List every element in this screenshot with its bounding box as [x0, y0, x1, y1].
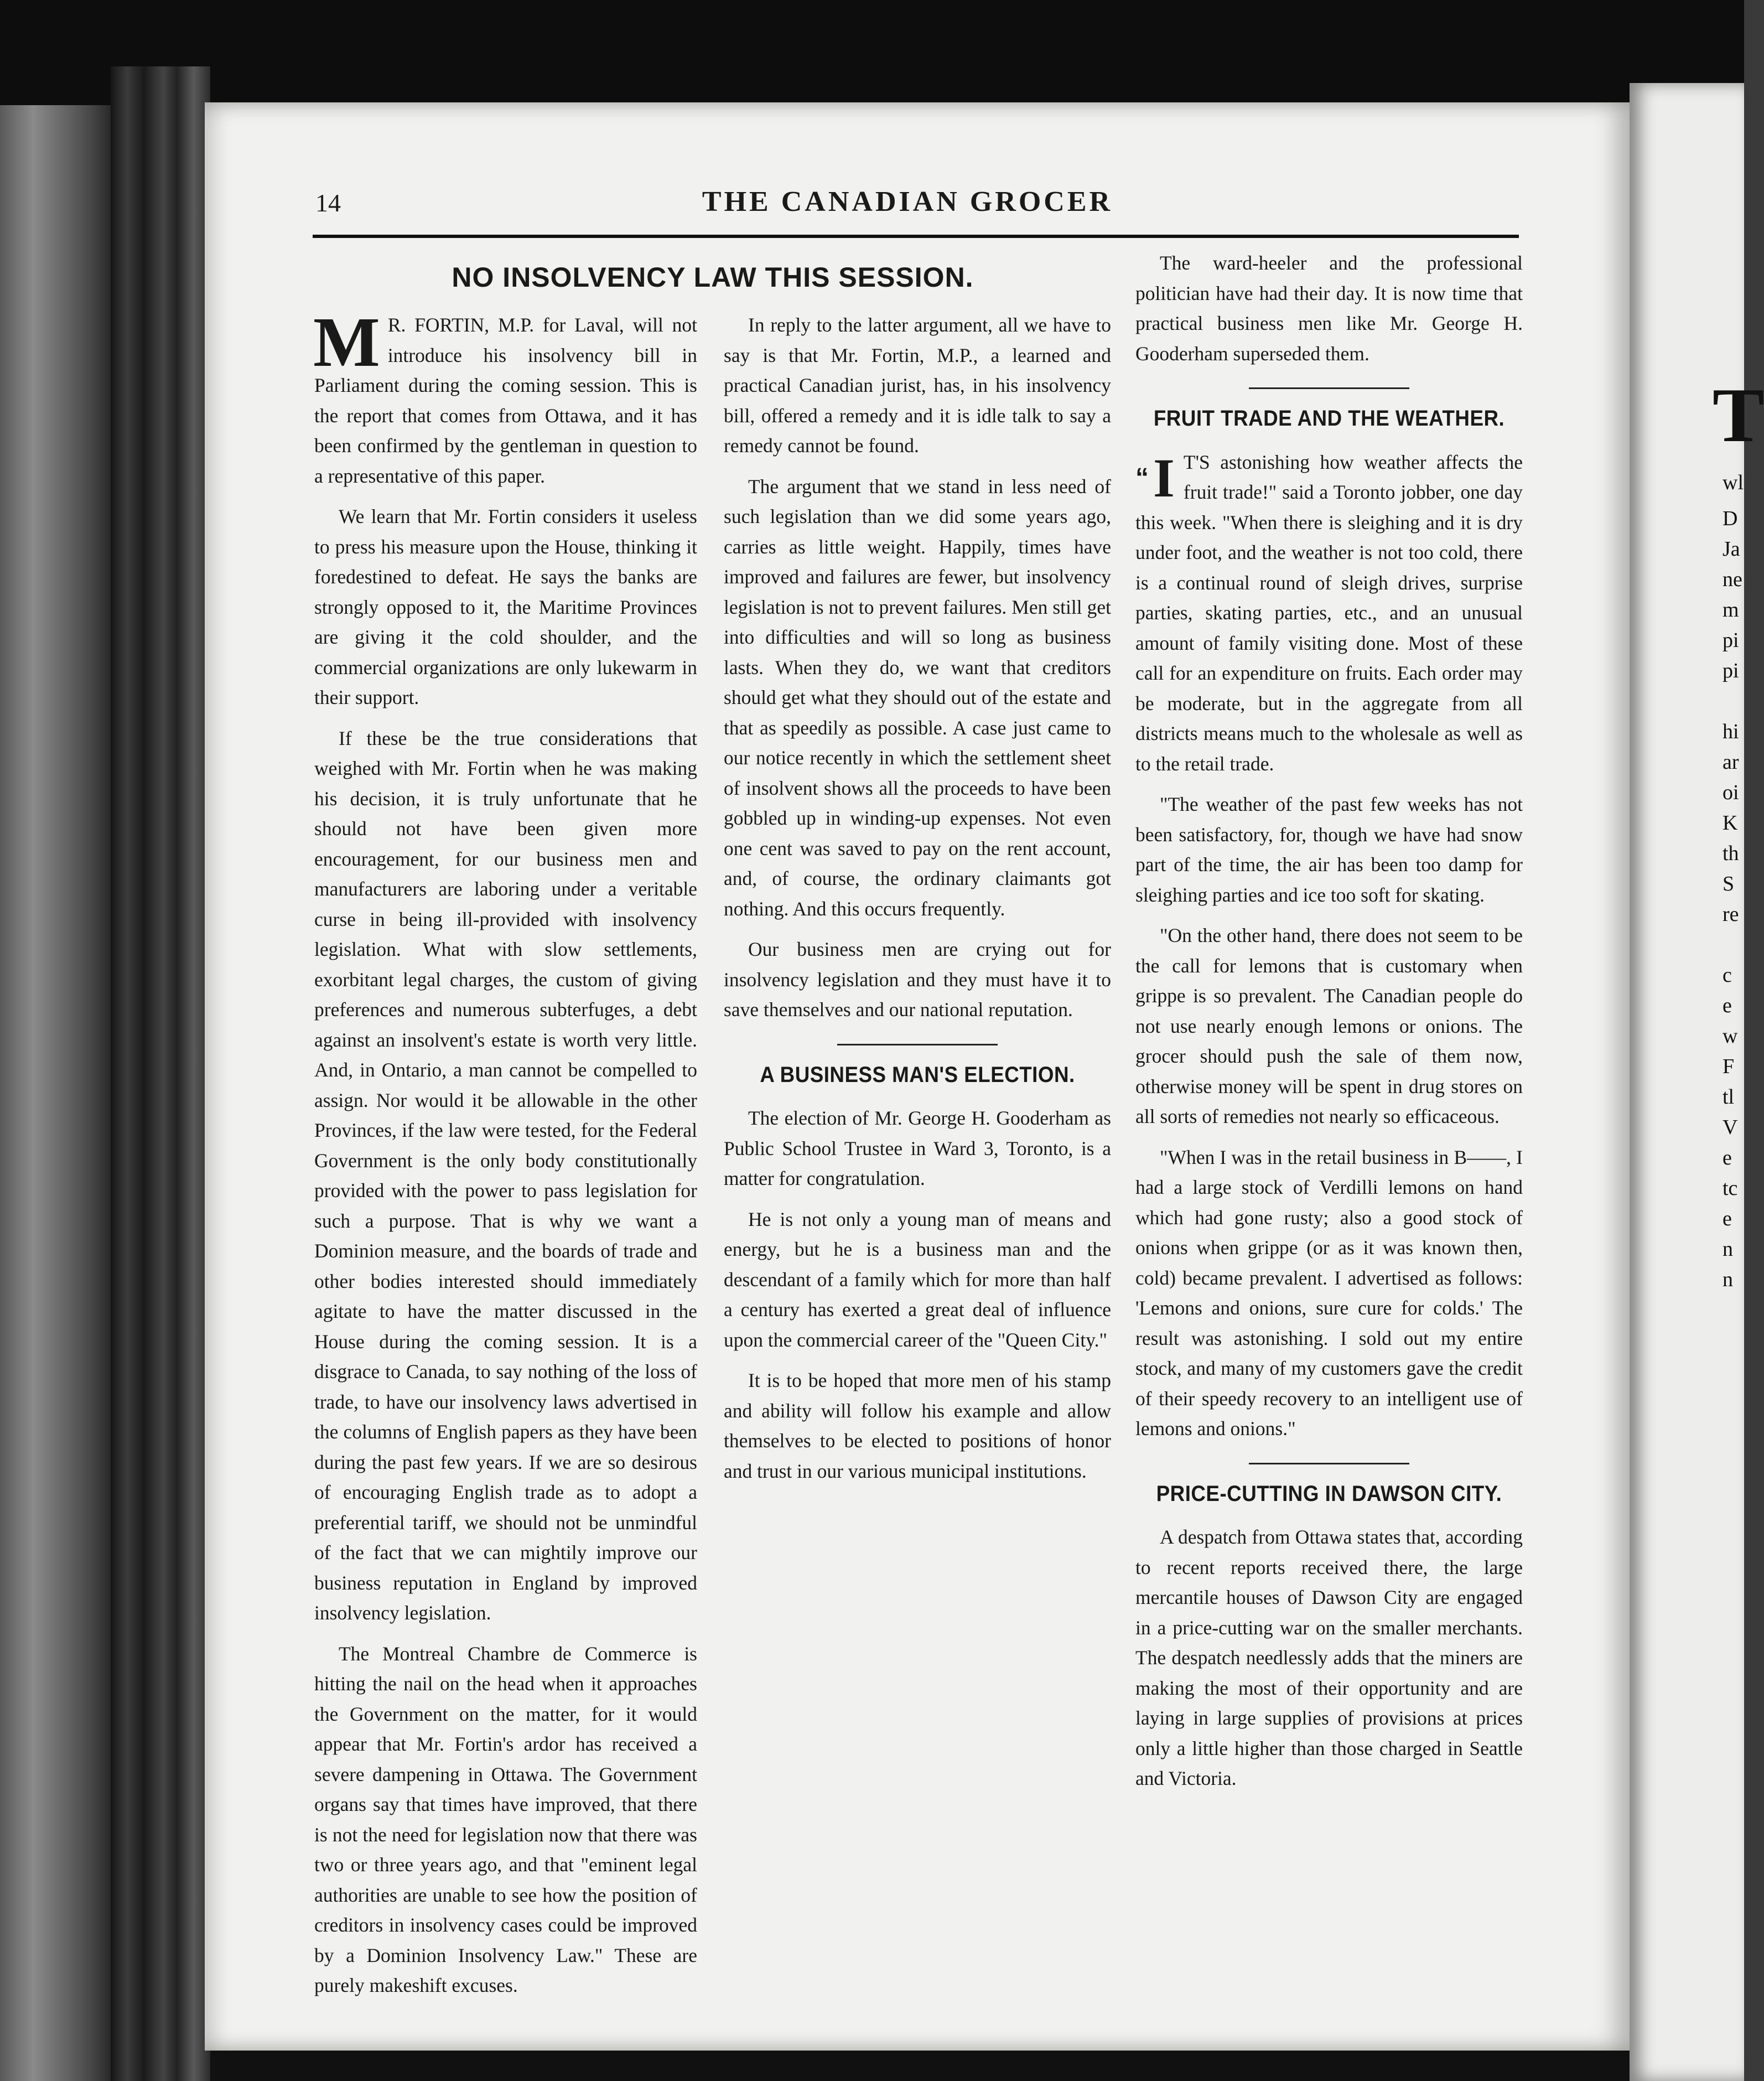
adjacent-fragment: n	[1723, 1268, 1733, 1291]
adjacent-fragment: S	[1723, 872, 1735, 895]
paragraph: The ward-heeler and the professional politician have had their day. It is now time that practical business men like Mr. George H. Gooderham superseded them.	[1135, 252, 1523, 365]
headline-business-election: A BUSINESS MAN'S ELECTION.	[760, 1062, 1075, 1087]
adjacent-fragment: F	[1723, 1055, 1735, 1078]
adjacent-fragment: oi	[1723, 781, 1739, 804]
drop-cap-letter: I	[1153, 447, 1175, 509]
header-rule	[313, 235, 1519, 238]
adjacent-fragment: e	[1723, 1146, 1732, 1169]
adjacent-fragment: ne	[1723, 568, 1742, 591]
adjacent-fragment: V	[1723, 1116, 1738, 1139]
paragraph: In reply to the latter argument, all we have to say is that Mr. Fortin, M.P., a learned and practical Canadian jurist, has, in his insolvency bill, offered a remedy and it is idle talk to say a remedy cannot be found.	[724, 314, 1111, 457]
adjacent-page-initial: T	[1713, 372, 1764, 458]
paragraph: Our business men are crying out for insolvency legislation and they must have it to save themselves and our national reputation.	[724, 938, 1111, 1021]
paragraph: A despatch from Ottawa states that, according to recent reports received there, the large mercantile houses of Dawson City are engaged in a price-cutting war on the smaller merchants. The despatch needlessly adds that the miners are making the most of their opportunity and are laying in large supplies of provisions at prices only a little higher than those charged in Seattle and Victoria.	[1135, 1526, 1523, 1789]
paragraph: The Montreal Chambre de Commerce is hitting the nail on the head when it approaches the Government on the matter, for it would appear that Mr. Fortin's ardor has received a severe dampening in Ottawa. The Government organs say that times have improved, that there is not the need for legislation now that there was two or three years ago, and that "eminent legal authorities are unable to see how the position of creditors in insolvency cases could be improved by a Dominion Insolvency Law." These are purely makeshift excuses.	[314, 1642, 697, 1996]
adjacent-page-edge	[1630, 83, 1764, 2081]
paragraph: The argument that we stand in less need of such legislation than we did some years ago, carries as little weight. Happily, times have improved and failures are fewer, but insolvency legislation is not to prevent failures. Men still get into difficulties and will so long as business lasts. When they do, we want that creditors should get what they should out of the estate and that as speedily as possible. A case just came to our notice recently in which the settlement sheet of insolvent shows all the proceeds to have been gobbled up in winding-up expenses. Not even one cent was saved to pay on the rent account, and, of course, the ordinary claimants got nothing. And this occurs frequently.	[724, 475, 1111, 920]
paragraph-text: T'S astonishing how weather affects the fruit trade!" said a Toronto jobber, one day this week. "When there is sleighing and it is dry under foot, and the weather is not too cold, there is a continual round of sleigh drives, surprise parties, skating parties, etc., and an unusual amount of family visiting done. Most of these call for an expenditure on fruits. Each order may be moderate, but in the aggregate from all districts means much to the wholesale as well as to the retail trade.	[1135, 451, 1523, 775]
adjacent-fragment: tc	[1723, 1177, 1738, 1200]
drop-cap	[1135, 447, 1175, 509]
adjacent-fragment: tl	[1723, 1085, 1735, 1109]
column-2	[724, 310, 1111, 1904]
paragraph: It is to be hoped that more men of his stamp and ability will follow his example and allow themselves to be elected to positions of honor and trust in our various municipal institutions.	[724, 1369, 1111, 1482]
adjacent-fragment: c	[1723, 964, 1732, 987]
paragraph-text: R. FORTIN, M.P. for Laval, will not introduce his insolvency bill in Parliament during the coming session. This is the report that comes from Ottawa, and it has been confirmed by the gentleman in question to a representative of this paper.	[314, 314, 697, 487]
section-divider	[1249, 387, 1409, 389]
adjacent-fragment: ar	[1723, 750, 1739, 774]
adjacent-fragment: n	[1723, 1238, 1733, 1261]
headline-fruit-trade: FRUIT TRADE AND THE WEATHER.	[1153, 406, 1505, 431]
adjacent-fragment: e	[1723, 994, 1732, 1017]
adjacent-fragment: pi	[1723, 659, 1739, 682]
paragraph: The election of Mr. George H. Gooderham as Public School Trustee in Ward 3, Toronto, is a matter for congratulation.	[724, 1107, 1111, 1189]
paragraph: "When I was in the retail business in B——, I had a large stock of Verdilli lemons on hand which had gone rusty; also a good stock of onions when grippe (or as it was known then, cold) became prevalent. I advertised as follows: 'Lemons and onions, sure cure for colds.' The result was astonishing. I sold out my entire stock, and many of my customers gave the credit of their speedy recovery to an intelligent use of lemons and onions."	[1135, 1146, 1523, 1440]
scanner-top-shadow	[0, 0, 1744, 105]
paragraph: "On the other hand, there does not seem to be the call for lemons that is customary when grippe is so prevalent. The Canadian people do not use nearly enough lemons or onions. The grocer should push the sale of them now, otherwise money will be spent in drug stores on all sorts of remedies not nearly so efficaceous.	[1135, 924, 1523, 1127]
publication-title: THE CANADIAN GROCER	[702, 186, 1113, 218]
page-number: 14	[315, 189, 341, 217]
paragraph: If these be the true considerations that weighed with Mr. Fortin when he was making his decision, it is truly unfortunate that he should not have been given more encouragement, for our business men and manufacturers are laboring under a veritable curse in being ill-provided with insolvency legislation. What with slow settlements, exorbitant legal charges, the custom of giving preferences and numerous subterfuges, a debt against an insolvent's estate is worth very little. And, in Ontario, a man cannot be compelled to assign. Nor would it be allowable in the other Provinces, if the law were tested, for the Federal Government is the only body constitutionally provided with the power to pass legislation for such a purpose. That is why we want a Dominion measure, and the boards of trade and other bodies interested should immediately agitate to have the matter discussed in the House during the coming session. It is a disgrace to Canada, to say nothing of the loss of trade, to have our insolvency laws advertised in the columns of English papers as they have been during the past few years. If we are so desirous of encouraging English trade as to adopt a preferential tariff, we should not be unmindful of the fact that we can mightily improve our business reputation in England by improved insolvency legislation.	[314, 727, 697, 1624]
paragraph	[1135, 447, 1523, 779]
paragraph: We learn that Mr. Fortin considers it useless to press his measure upon the House, thinking it foredestined to defeat. He says the banks are strongly opposed to it, the Maritime Provinces are giving it the cold shoulder, and the commercial organizations are only lukewarm in their support.	[314, 505, 697, 708]
section-divider	[1249, 1463, 1409, 1464]
paragraph: "The weather of the past few weeks has not been satisfactory, for, though we have had snow part of the time, the air has been too damp for sleighing parties and ice too soft for skating.	[1135, 793, 1523, 906]
book-spine	[111, 66, 210, 2081]
adjacent-fragment: e	[1723, 1207, 1732, 1230]
section-divider	[837, 1044, 998, 1045]
column-1	[313, 303, 697, 1996]
column-3	[1135, 248, 1523, 1908]
adjacent-fragment: w	[1723, 1024, 1738, 1048]
headline-price-cutting: PRICE-CUTTING IN DAWSON CITY.	[1156, 1481, 1502, 1506]
adjacent-fragment: K	[1723, 811, 1738, 835]
paragraph	[313, 303, 697, 491]
adjacent-fragment: re	[1723, 903, 1739, 926]
headline-insolvency: NO INSOLVENCY LAW THIS SESSION.	[452, 262, 974, 293]
adjacent-fragment: Ja	[1723, 537, 1740, 561]
opening-quote-mark: “	[1135, 463, 1149, 493]
adjacent-fragment: m	[1723, 598, 1739, 622]
adjacent-fragment: pi	[1723, 629, 1739, 652]
adjacent-fragment: wl	[1723, 471, 1744, 494]
adjacent-fragment: th	[1723, 842, 1739, 865]
paragraph: He is not only a young man of means and energy, but he is a business man and the descendant of a family which for more than half a century has exerted a great deal of influence upon the commercial career of the "Queen City."	[724, 1208, 1111, 1351]
drop-cap: M	[313, 303, 380, 381]
adjacent-fragment: D	[1723, 507, 1738, 530]
adjacent-fragment: hi	[1723, 720, 1739, 743]
